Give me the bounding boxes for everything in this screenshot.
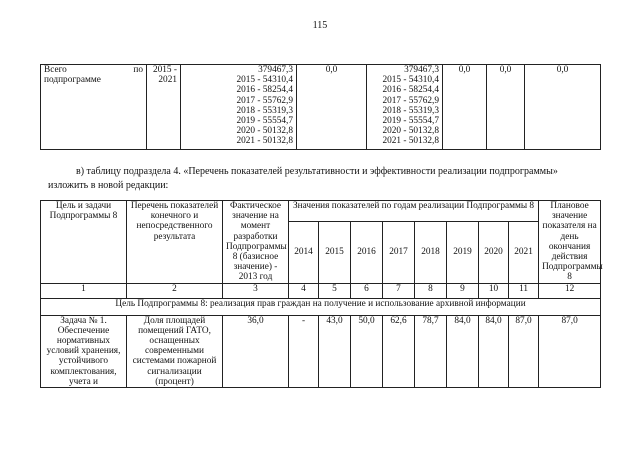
- task-name: Задача № 1. Обеспечение нормативных условий хранения, устойчивого комплектования, учета и: [41, 315, 127, 387]
- task-value: 36,0: [223, 315, 289, 387]
- year-header: 2021: [509, 222, 539, 283]
- column-number: 9: [447, 283, 479, 298]
- task-value: 50,0: [351, 315, 383, 387]
- year-header: 2018: [415, 222, 447, 283]
- task-value: 84,0: [479, 315, 509, 387]
- summary-total-1: 379467,3 2015 - 54310,4 2016 - 58254,4 2017 - 55762,9 2018 - 55319,3 2019 - 55554,7 2020 - 50132,8 2021 - 50132,8: [181, 65, 297, 150]
- year-header: 2016: [351, 222, 383, 283]
- column-number: 11: [509, 283, 539, 298]
- year-header: 2015: [319, 222, 351, 283]
- column-number: 10: [479, 283, 509, 298]
- header-actual: Фактическое значение на момент разработки Подпрограммы 8 (базисное значение) - 2013 год: [223, 201, 289, 284]
- indicators-table: [40, 200, 601, 388]
- year-header: 2017: [383, 222, 415, 283]
- year-header: 2020: [479, 222, 509, 283]
- task-value: 62,6: [383, 315, 415, 387]
- task-row: [41, 315, 601, 387]
- task-value: 87,0: [539, 315, 601, 387]
- header-planned: Плановое значение показателя на день окончания действия Подпрограммы 8: [539, 201, 601, 284]
- column-number: 7: [383, 283, 415, 298]
- column-number: 1: [41, 283, 127, 298]
- task-value: 43,0: [319, 315, 351, 387]
- header-by-years: Значения показателей по годам реализации Подпрограммы 8: [289, 201, 539, 222]
- goal-row: Цель Подпрограммы 8: реализация прав граждан на получение и использование архивной информации: [41, 298, 601, 315]
- column-number: 6: [351, 283, 383, 298]
- summary-zero-4: 0,0: [525, 65, 601, 150]
- page-number: 115: [312, 20, 328, 31]
- column-number: 3: [223, 283, 289, 298]
- header-indicators: Перечень показателей конечного и непосредственного результата: [127, 201, 223, 284]
- column-number: 4: [289, 283, 319, 298]
- summary-total-2: 379467,3 2015 - 54310,4 2016 - 58254,4 2017 - 55762,9 2018 - 55319,3 2019 - 55554,7 2020 - 50132,8 2021 - 50132,8: [367, 65, 443, 150]
- task-value: -: [289, 315, 319, 387]
- intro-paragraph: в) таблицу подраздела 4. «Перечень показателей результативности и эффективности реализации подпрограммы» изложить в новой редакции:: [48, 166, 558, 191]
- column-number: 2: [127, 283, 223, 298]
- header-goal-tasks: Цель и задачи Подпрограммы 8: [41, 201, 127, 284]
- column-number: 5: [319, 283, 351, 298]
- column-number: 8: [415, 283, 447, 298]
- summary-zero-2: 0,0: [443, 65, 487, 150]
- summary-label: Всего по подпрограмме: [41, 65, 147, 150]
- column-number: 12: [539, 283, 601, 298]
- summary-zero-1: 0,0: [297, 65, 367, 150]
- task-indicator: Доля площадей помещений ГАТО, оснащенных современными системами пожарной сигнализации (процент): [127, 315, 223, 387]
- column-numbers-row: [41, 283, 601, 298]
- summary-period: 2015 - 2021: [147, 65, 181, 150]
- summary-table: [40, 64, 601, 150]
- summary-zero-3: 0,0: [487, 65, 525, 150]
- task-value: 78,7: [415, 315, 447, 387]
- task-value: 87,0: [509, 315, 539, 387]
- year-header: 2014: [289, 222, 319, 283]
- task-value: 84,0: [447, 315, 479, 387]
- year-header: 2019: [447, 222, 479, 283]
